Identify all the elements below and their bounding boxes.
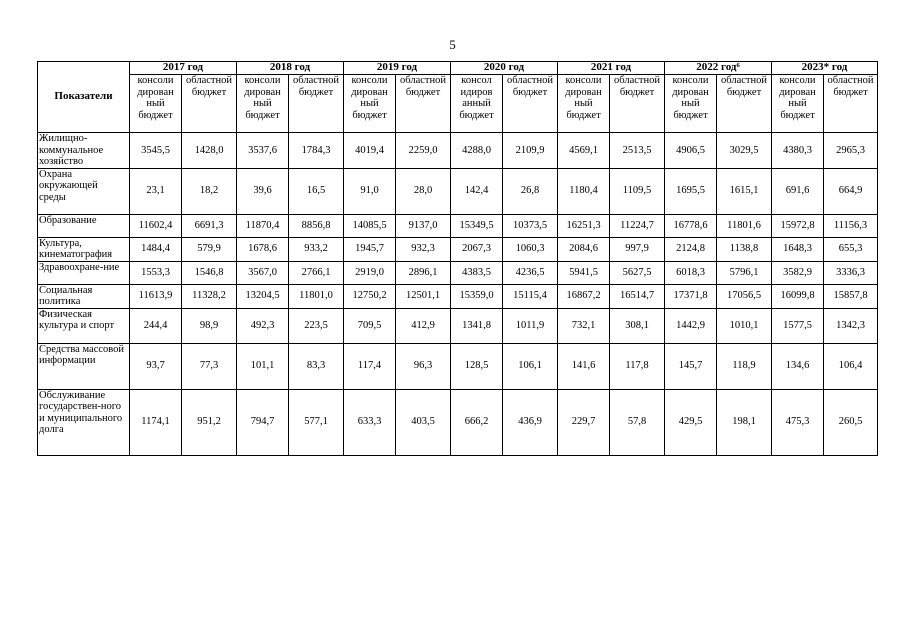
consolidated-budget-header: консоли дирован ный бюджет bbox=[772, 75, 824, 133]
table-cell: 11613,9 bbox=[130, 284, 182, 308]
table-cell: 223,5 bbox=[289, 308, 344, 343]
table-cell: 1109,5 bbox=[610, 168, 665, 214]
table-cell: 16,5 bbox=[289, 168, 344, 214]
year-header: 2017 год bbox=[130, 62, 237, 75]
table-cell: 244,4 bbox=[130, 308, 182, 343]
page-number: 5 bbox=[449, 37, 456, 52]
table-cell: 11801,0 bbox=[289, 284, 344, 308]
table-cell: 2067,3 bbox=[451, 237, 503, 261]
table-cell: 6018,3 bbox=[665, 261, 717, 284]
consolidated-budget-header: консоли дирован ный бюджет bbox=[558, 75, 610, 133]
table-cell: 11156,3 bbox=[824, 214, 878, 237]
consolidated-budget-header: консоли дирован ный бюджет bbox=[665, 75, 717, 133]
table-cell: 128,5 bbox=[451, 343, 503, 389]
table-cell: 429,5 bbox=[665, 389, 717, 455]
table-cell: 475,3 bbox=[772, 389, 824, 455]
table-cell: 691,6 bbox=[772, 168, 824, 214]
table-row bbox=[38, 261, 878, 284]
table-cell: 11870,4 bbox=[237, 214, 289, 237]
table-cell: 1945,7 bbox=[344, 237, 396, 261]
row-label: Культура, кинематография bbox=[38, 237, 130, 261]
table-cell: 6691,3 bbox=[182, 214, 237, 237]
table-cell: 16099,8 bbox=[772, 284, 824, 308]
table-cell: 12750,2 bbox=[344, 284, 396, 308]
table-cell: 4019,4 bbox=[344, 133, 396, 169]
regional-budget-header: областной бюджет bbox=[503, 75, 558, 133]
table-cell: 5941,5 bbox=[558, 261, 610, 284]
table-cell: 142,4 bbox=[451, 168, 503, 214]
year-header: 2020 год bbox=[451, 62, 558, 75]
table-cell: 2109,9 bbox=[503, 133, 558, 169]
table-cell: 1546,8 bbox=[182, 261, 237, 284]
row-label: Физическая культура и спорт bbox=[38, 308, 130, 343]
table-row bbox=[38, 389, 878, 455]
table-row bbox=[38, 308, 878, 343]
table-row bbox=[38, 133, 878, 169]
table-cell: 932,3 bbox=[396, 237, 451, 261]
table-cell: 83,3 bbox=[289, 343, 344, 389]
table-cell: 666,2 bbox=[451, 389, 503, 455]
table-row bbox=[38, 168, 878, 214]
table-cell: 106,1 bbox=[503, 343, 558, 389]
table-cell: 13204,5 bbox=[237, 284, 289, 308]
table-cell: 2965,3 bbox=[824, 133, 878, 169]
table-cell: 118,9 bbox=[717, 343, 772, 389]
table-cell: 1060,3 bbox=[503, 237, 558, 261]
table-cell: 1180,4 bbox=[558, 168, 610, 214]
year-header: 2022 год⁶ bbox=[665, 62, 772, 75]
table-cell: 23,1 bbox=[130, 168, 182, 214]
table-cell: 492,3 bbox=[237, 308, 289, 343]
table-row bbox=[38, 343, 878, 389]
table-cell: 11602,4 bbox=[130, 214, 182, 237]
table-cell: 15857,8 bbox=[824, 284, 878, 308]
year-header: 2019 год bbox=[344, 62, 451, 75]
table-cell: 664,9 bbox=[824, 168, 878, 214]
table-cell: 2896,1 bbox=[396, 261, 451, 284]
year-header: 2018 год bbox=[237, 62, 344, 75]
consolidated-budget-header: консоли дирован ный бюджет bbox=[130, 75, 182, 133]
table-cell: 633,3 bbox=[344, 389, 396, 455]
table-cell: 3545,5 bbox=[130, 133, 182, 169]
table-cell: 997,9 bbox=[610, 237, 665, 261]
table-cell: 3537,6 bbox=[237, 133, 289, 169]
table-cell: 2124,8 bbox=[665, 237, 717, 261]
table-cell: 5796,1 bbox=[717, 261, 772, 284]
regional-budget-header: областной бюджет bbox=[396, 75, 451, 133]
table-cell: 1428,0 bbox=[182, 133, 237, 169]
table-row bbox=[38, 237, 878, 261]
table-cell: 229,7 bbox=[558, 389, 610, 455]
row-label: Социальная политика bbox=[38, 284, 130, 308]
table-cell: 1010,1 bbox=[717, 308, 772, 343]
table-row bbox=[38, 214, 878, 237]
table-cell: 16251,3 bbox=[558, 214, 610, 237]
table-cell: 4383,5 bbox=[451, 261, 503, 284]
consolidated-budget-header: консоли дирован ный бюджет bbox=[237, 75, 289, 133]
table-cell: 9137,0 bbox=[396, 214, 451, 237]
table-cell: 77,3 bbox=[182, 343, 237, 389]
table-cell: 709,5 bbox=[344, 308, 396, 343]
table-cell: 1678,6 bbox=[237, 237, 289, 261]
table-cell: 14085,5 bbox=[344, 214, 396, 237]
table-cell: 15359,0 bbox=[451, 284, 503, 308]
table-cell: 11224,7 bbox=[610, 214, 665, 237]
table-cell: 16778,6 bbox=[665, 214, 717, 237]
table-cell: 2919,0 bbox=[344, 261, 396, 284]
row-label: Жилищно-коммунальное хозяйство bbox=[38, 133, 130, 169]
row-label: Средства массовой информации bbox=[38, 343, 130, 389]
row-label: Образование bbox=[38, 214, 130, 237]
table-cell: 57,8 bbox=[610, 389, 665, 455]
table-cell: 308,1 bbox=[610, 308, 665, 343]
table-cell: 26,8 bbox=[503, 168, 558, 214]
row-label: Обслуживание государствен-ного и муниципального долга bbox=[38, 389, 130, 455]
table-cell: 145,7 bbox=[665, 343, 717, 389]
table-cell: 17371,8 bbox=[665, 284, 717, 308]
table-cell: 260,5 bbox=[824, 389, 878, 455]
year-header: 2021 год bbox=[558, 62, 665, 75]
table-cell: 1011,9 bbox=[503, 308, 558, 343]
table-cell: 2513,5 bbox=[610, 133, 665, 169]
table-cell: 16514,7 bbox=[610, 284, 665, 308]
table-cell: 15972,8 bbox=[772, 214, 824, 237]
table-cell: 1615,1 bbox=[717, 168, 772, 214]
table-cell: 15349,5 bbox=[451, 214, 503, 237]
table-cell: 117,4 bbox=[344, 343, 396, 389]
table-cell: 106,4 bbox=[824, 343, 878, 389]
table-cell: 134,6 bbox=[772, 343, 824, 389]
table-cell: 732,1 bbox=[558, 308, 610, 343]
regional-budget-header: областной бюджет bbox=[182, 75, 237, 133]
table-cell: 3029,5 bbox=[717, 133, 772, 169]
table-cell: 579,9 bbox=[182, 237, 237, 261]
table-cell: 1553,3 bbox=[130, 261, 182, 284]
year-header: 2023* год bbox=[772, 62, 878, 75]
table-cell: 4380,3 bbox=[772, 133, 824, 169]
table-cell: 412,9 bbox=[396, 308, 451, 343]
table-cell: 4569,1 bbox=[558, 133, 610, 169]
table-cell: 1138,8 bbox=[717, 237, 772, 261]
regional-budget-header: областной бюджет bbox=[289, 75, 344, 133]
table-cell: 18,2 bbox=[182, 168, 237, 214]
consolidated-budget-header: консол идиров анный бюджет bbox=[451, 75, 503, 133]
table-cell: 1648,3 bbox=[772, 237, 824, 261]
table-cell: 15115,4 bbox=[503, 284, 558, 308]
year-header-row bbox=[38, 62, 878, 75]
table-cell: 101,1 bbox=[237, 343, 289, 389]
regional-budget-header: областной бюджет bbox=[610, 75, 665, 133]
table-cell: 91,0 bbox=[344, 168, 396, 214]
table-cell: 3336,3 bbox=[824, 261, 878, 284]
table-cell: 1342,3 bbox=[824, 308, 878, 343]
table-cell: 436,9 bbox=[503, 389, 558, 455]
table-cell: 12501,1 bbox=[396, 284, 451, 308]
indicators-header: Показатели bbox=[38, 62, 130, 133]
table-cell: 28,0 bbox=[396, 168, 451, 214]
table-cell: 2766,1 bbox=[289, 261, 344, 284]
table-cell: 17056,5 bbox=[717, 284, 772, 308]
table-cell: 403,5 bbox=[396, 389, 451, 455]
table-cell: 16867,2 bbox=[558, 284, 610, 308]
table-cell: 3582,9 bbox=[772, 261, 824, 284]
table-cell: 5627,5 bbox=[610, 261, 665, 284]
table-cell: 2084,6 bbox=[558, 237, 610, 261]
subheader-row bbox=[38, 75, 878, 133]
table-cell: 1442,9 bbox=[665, 308, 717, 343]
table-cell: 4906,5 bbox=[665, 133, 717, 169]
table-cell: 93,7 bbox=[130, 343, 182, 389]
table-cell: 198,1 bbox=[717, 389, 772, 455]
table-cell: 3567,0 bbox=[237, 261, 289, 284]
table-cell: 577,1 bbox=[289, 389, 344, 455]
table-cell: 1577,5 bbox=[772, 308, 824, 343]
budget-table bbox=[37, 61, 878, 456]
table-cell: 11328,2 bbox=[182, 284, 237, 308]
table-cell: 794,7 bbox=[237, 389, 289, 455]
table-cell: 655,3 bbox=[824, 237, 878, 261]
table-cell: 10373,5 bbox=[503, 214, 558, 237]
table-cell: 1695,5 bbox=[665, 168, 717, 214]
table-cell: 1484,4 bbox=[130, 237, 182, 261]
table-cell: 951,2 bbox=[182, 389, 237, 455]
regional-budget-header: областной бюджет bbox=[717, 75, 772, 133]
table-cell: 98,9 bbox=[182, 308, 237, 343]
table-cell: 8856,8 bbox=[289, 214, 344, 237]
table-cell: 117,8 bbox=[610, 343, 665, 389]
row-label: Охрана окружающей среды bbox=[38, 168, 130, 214]
table-cell: 2259,0 bbox=[396, 133, 451, 169]
consolidated-budget-header: консоли дирован ный бюджет bbox=[344, 75, 396, 133]
table-cell: 96,3 bbox=[396, 343, 451, 389]
table-cell: 1784,3 bbox=[289, 133, 344, 169]
table-cell: 11801,6 bbox=[717, 214, 772, 237]
table-cell: 4236,5 bbox=[503, 261, 558, 284]
table-cell: 933,2 bbox=[289, 237, 344, 261]
regional-budget-header: областной бюджет bbox=[824, 75, 878, 133]
table-row bbox=[38, 284, 878, 308]
table-cell: 1174,1 bbox=[130, 389, 182, 455]
row-label: Здравоохране-ние bbox=[38, 261, 130, 284]
table-cell: 141,6 bbox=[558, 343, 610, 389]
table-body bbox=[38, 133, 878, 456]
table-cell: 1341,8 bbox=[451, 308, 503, 343]
table-cell: 39,6 bbox=[237, 168, 289, 214]
table-cell: 4288,0 bbox=[451, 133, 503, 169]
